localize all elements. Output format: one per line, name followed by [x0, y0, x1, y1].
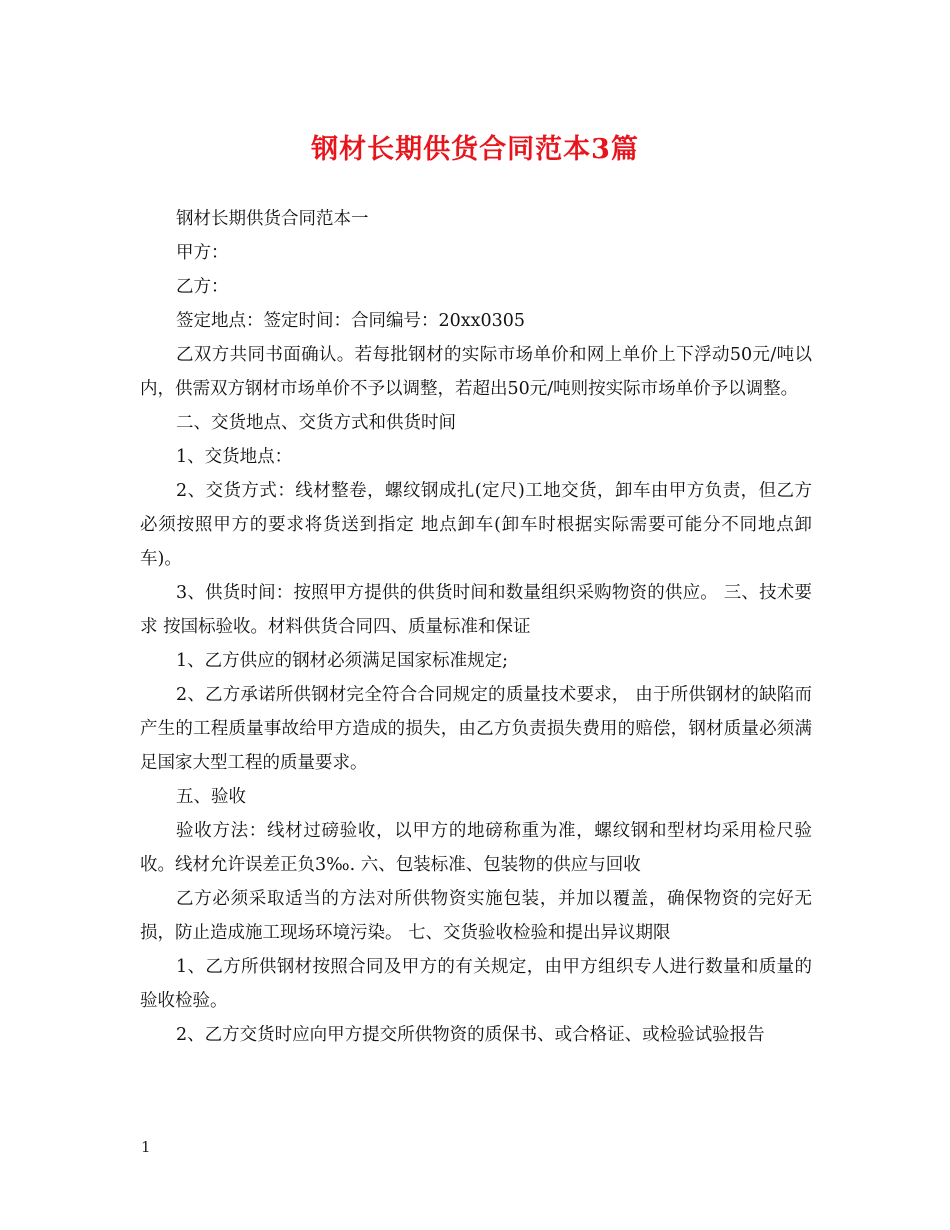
- paragraph-packaging: 乙方必须采取适当的方法对所供物资实施包装，并加以覆盖，确保物资的完好无损，防止造成施工现场环境污染。 七、交货验收检验和提出异议期限: [140, 889, 812, 943]
- paragraph-contract-heading: 钢材长期供货合同范本一: [176, 209, 369, 229]
- page-number: 1: [141, 1138, 151, 1156]
- section-heading-acceptance: 五、验收: [176, 787, 246, 807]
- paragraph-quality-standard-2: 2、乙方承诺所供钢材完全符合合同规定的质量技术要求， 由于所供钢材的缺陷而产生的工程质量事故给甲方造成的损失，由乙方负责损失费用的赔偿，钢材质量必须满足国家大型工程的质量要求。: [140, 685, 812, 773]
- document-title: 钢材长期供货合同范本3篇: [311, 134, 639, 165]
- section-heading-delivery: 二、交货地点、交货方式和供货时间: [176, 413, 456, 433]
- paragraph-party-b: 乙方：: [176, 277, 229, 297]
- paragraph-supply-time: 3、供货时间：按照甲方提供的供货时间和数量组织采购物资的供应。 三、技术要求 按国标验收。材料供货合同四、质量标准和保证: [140, 583, 812, 637]
- paragraph-quality-standard-1: 1、乙方供应的钢材必须满足国家标准规定;: [176, 651, 509, 671]
- paragraph-inspection-1: 1、乙方所供钢材按照合同及甲方的有关规定，由甲方组织专人进行数量和质量的验收检验。: [140, 957, 812, 1011]
- paragraph-signing-info: 签定地点：签定时间：合同编号：20xx0305: [176, 311, 526, 331]
- paragraph-price-confirmation: 乙双方共同书面确认。若每批钢材的实际市场单价和网上单价上下浮动50元/吨以内，供需双方钢材市场单价不予以调整，若超出50元/吨则按实际市场单价予以调整。: [140, 345, 812, 399]
- document-body: [140, 202, 812, 1052]
- paragraph-delivery-method: 2、交货方式：线材整卷，螺纹钢成扎(定尺)工地交货，卸车由甲方负责，但乙方必须按照甲方的要求将货送到指定 地点卸车(卸车时根据实际需要可能分不同地点卸车)。: [140, 481, 812, 569]
- paragraph-delivery-location: 1、交货地点：: [176, 447, 293, 467]
- paragraph-acceptance-method: 验收方法：线材过磅验收，以甲方的地磅称重为准，螺纹钢和型材均采用检尺验收。线材允许误差正负3‰. 六、包装标准、包装物的供应与回收: [140, 821, 812, 875]
- paragraph-party-a: 甲方：: [176, 243, 229, 263]
- paragraph-inspection-2: 2、乙方交货时应向甲方提交所供物资的质保书、或合格证、或检验试验报告: [176, 1025, 765, 1045]
